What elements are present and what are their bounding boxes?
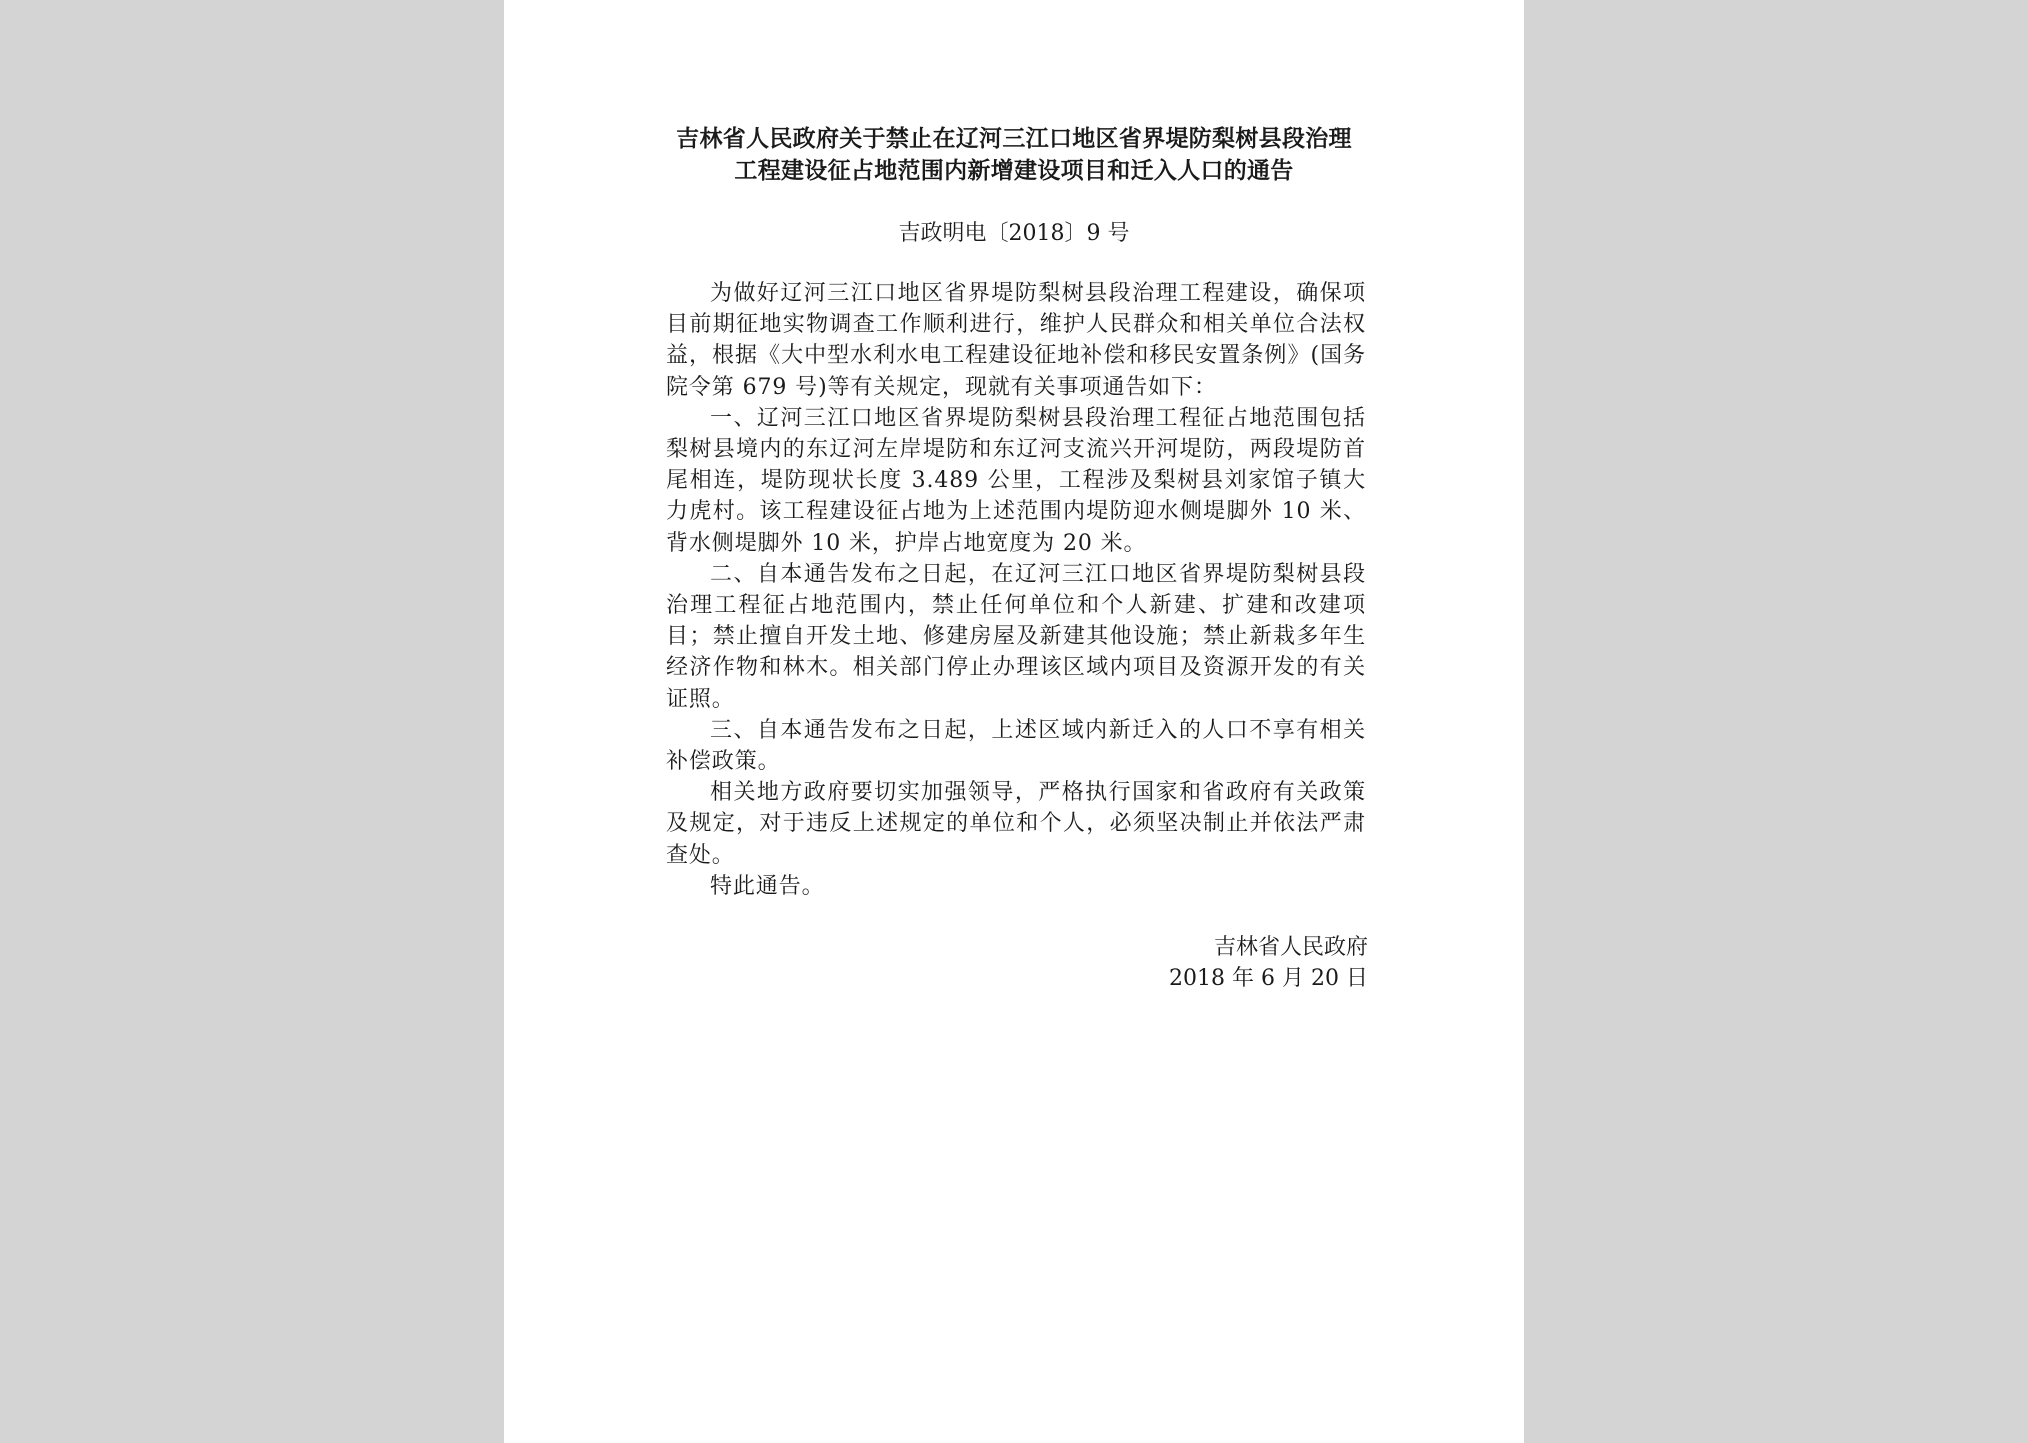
signature-date: 2018 年 6 月 20 日 [1169,966,1368,991]
document-number: 吉政明电〔2018〕9 号 [898,221,1130,246]
paragraph-item-1: 一、辽河三江口地区省界堤防梨树县段治理工程征占地范围包括梨树县境内的东辽河左岸堤防和东辽河支流兴开河堤防，两段堤防首尾相连，堤防现状长度 3.489 公里，工程涉及梨树县刘家馆子镇大力虎村。该工程建设征占地为上述范围内堤防迎水侧堤脚外 10 米、背水侧堤脚外 10 米，护岸占地宽度为 20 米。 [666,405,1366,556]
signature-organization: 吉林省人民政府 [1213,935,1368,960]
paragraph-requirements: 相关地方政府要切实加强领导，严格执行国家和省政府有关政策及规定，对于违反上述规定的单位和个人，必须坚决制止并依法严肃查处。 [666,780,1366,868]
document-page [504,0,1524,1443]
paragraph-item-3: 三、自本通告发布之日起，上述区域内新迁入的人口不享有相关补偿政策。 [666,717,1366,775]
document-title-line-1: 吉林省人民政府关于禁止在辽河三江口地区省界堤防梨树县段治理 [676,126,1352,152]
signature-block [1169,932,1368,994]
document-title-line-2: 工程建设征占地范围内新增建设项目和迁入人口的通告 [734,158,1294,184]
paragraph-closing: 特此通告。 [710,873,825,899]
paragraph-preamble: 为做好辽河三江口地区省界堤防梨树县段治理工程建设，确保项目前期征地实物调查工作顺利进行，维护人民群众和相关单位合法权益，根据《大中型水利水电工程建设征地补偿和移民安置条例》(国务院令第 679 号)等有关规定，现就有关事项通告如下： [666,281,1366,400]
paragraph-item-2: 二、自本通告发布之日起，在辽河三江口地区省界堤防梨树县段治理工程征占地范围内，禁止任何单位和个人新建、扩建和改建项目；禁止擅自开发土地、修建房屋及新建其他设施；禁止新栽多年生经济作物和林木。相关部门停止办理该区域内项目及资源开发的有关证照。 [666,561,1366,712]
document-body [666,278,1366,902]
